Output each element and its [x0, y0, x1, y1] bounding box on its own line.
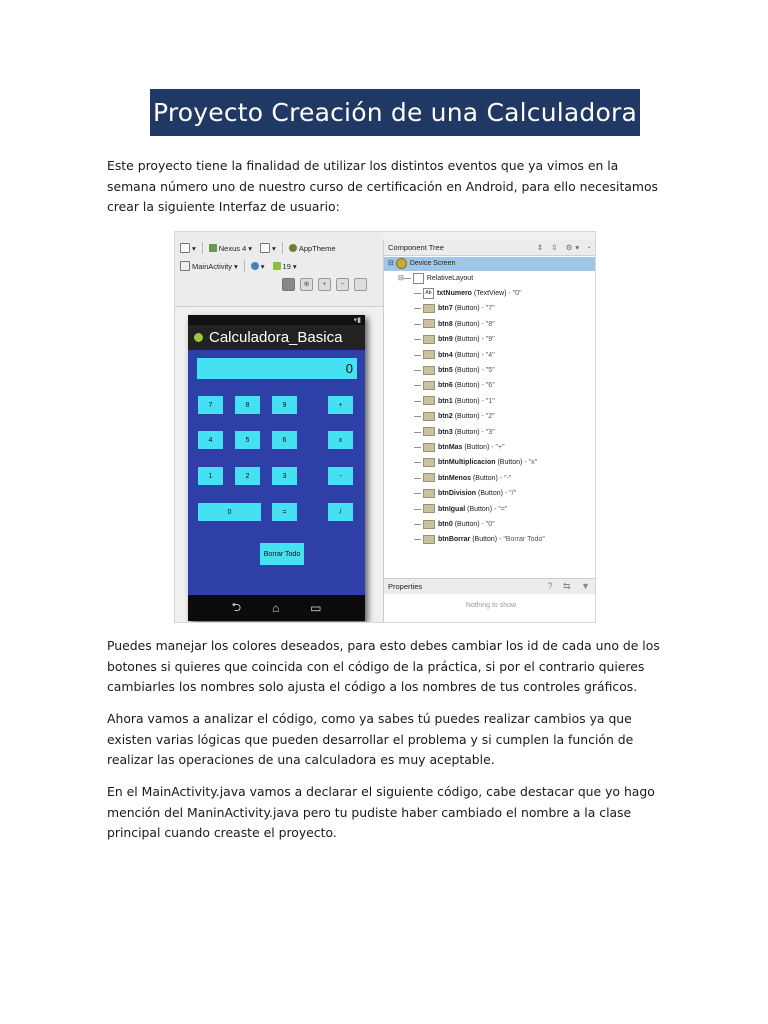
- phone-preview: [188, 315, 365, 621]
- component-id: btn2: [437, 413, 453, 421]
- button-icon: [423, 412, 435, 421]
- tree-row-component[interactable]: — btnMenos (Button) - "-": [414, 474, 512, 482]
- calc-key-button[interactable]: 9: [272, 396, 297, 414]
- calc-key-button[interactable]: /: [328, 503, 353, 521]
- calc-key-button[interactable]: 6: [272, 431, 297, 449]
- component-id: btnMultiplicacion: [437, 459, 496, 467]
- component-tree-panel: [383, 240, 596, 578]
- app-title: Calculadora_Basica: [209, 329, 343, 346]
- component-value: - "5": [481, 367, 495, 374]
- component-value: - "1": [481, 397, 495, 405]
- component-id: btn1: [437, 397, 453, 405]
- zoom-out-icon[interactable]: −: [336, 278, 349, 291]
- component-id: btnIgual: [437, 505, 466, 513]
- component-tree-title: Component Tree: [388, 243, 444, 252]
- zoom-fit-icon[interactable]: [282, 278, 295, 291]
- tree-row-component[interactable]: — btnDivision (Button) - "/": [414, 490, 517, 498]
- android-icon: [273, 262, 281, 270]
- device-label: Nexus 4: [218, 243, 247, 253]
- calc-key-button[interactable]: 8: [235, 396, 260, 414]
- calc-key-button[interactable]: 7: [198, 396, 223, 414]
- component-value: - "+": [491, 444, 505, 451]
- properties-tools-icons[interactable]: ? ⇆ ▼: [547, 581, 594, 591]
- orientation-selector[interactable]: ▾: [258, 243, 278, 253]
- tree-row-component[interactable]: — btn9 (Button) - "9": [414, 336, 495, 344]
- button-icon: [423, 520, 435, 529]
- properties-header: [384, 579, 596, 594]
- globe-icon: [251, 262, 259, 270]
- zoom-actual-icon[interactable]: ⊕: [300, 278, 313, 291]
- calc-key-button[interactable]: 0: [198, 503, 261, 521]
- theme-label: AppTheme: [298, 243, 336, 253]
- colors-paragraph: Puedes manejar los colores deseados, para esto debes cambiar los id de cada uno de los botones si quieres que coincida con el código de la práctica, si por el contrario quieres cambiarles los nombres solo ajusta el código a los nombres de tus controles gráficos.: [107, 638, 660, 694]
- button-icon: [423, 443, 435, 452]
- tree-row-component[interactable]: — Ab txtNumero (TextView) - "0": [414, 289, 522, 297]
- separator: [202, 242, 203, 254]
- component-id: btnMenos: [437, 474, 472, 482]
- component-id: btn6: [437, 382, 453, 390]
- component-value: - "7": [481, 305, 495, 313]
- button-icon: [423, 304, 435, 313]
- component-type: (Button): [454, 351, 480, 359]
- component-value: - "8": [481, 320, 495, 328]
- tree-row-component[interactable]: — btn8 (Button) - "8": [414, 320, 495, 328]
- component-value: - "9": [481, 336, 495, 344]
- properties-panel: [383, 578, 596, 623]
- calculator-screen: [188, 350, 365, 595]
- button-icon: [423, 396, 435, 405]
- button-icon: [423, 350, 435, 359]
- component-type: (Button): [454, 382, 480, 390]
- calc-key-button[interactable]: 5: [235, 431, 260, 449]
- android-studio-screenshot: [174, 231, 596, 623]
- component-type: (Button): [454, 305, 480, 313]
- component-id: btn4: [437, 351, 453, 359]
- component-type: (Button): [464, 444, 490, 451]
- properties-empty-text: Nothing to show: [465, 602, 517, 609]
- component-value: - "6": [481, 382, 495, 390]
- calculator-display: 0: [197, 358, 357, 379]
- tree-row-component[interactable]: — btnIgual (Button) - "=": [414, 505, 508, 513]
- calc-key-button[interactable]: +: [328, 396, 353, 414]
- status-bar: [188, 315, 365, 325]
- component-type: (Button): [454, 413, 480, 421]
- component-id: btnBorrar: [437, 536, 471, 544]
- tree-row-component[interactable]: — btn7 (Button) - "7": [414, 305, 495, 313]
- calc-key-button[interactable]: x: [328, 431, 353, 449]
- component-value: - "4": [481, 351, 495, 359]
- component-type: (Button): [472, 536, 498, 544]
- calc-key-button[interactable]: 4: [198, 431, 223, 449]
- component-value: - "0": [481, 521, 495, 528]
- calc-key-button[interactable]: -: [328, 467, 353, 485]
- component-value: - "x": [524, 459, 538, 467]
- component-id: btn7: [437, 305, 453, 313]
- tree-tools-icons[interactable]: ⇕ ⇳ ⚙▾ ⁃: [536, 243, 594, 252]
- activity-selector[interactable]: MainActivity ▾: [178, 261, 240, 271]
- component-id: txtNumero: [436, 290, 472, 297]
- tree-row-component[interactable]: — btn4 (Button) - "4": [414, 351, 495, 359]
- button-icon: [423, 504, 435, 513]
- app-bar: [188, 325, 365, 350]
- device-screen-icon: [396, 258, 407, 269]
- activity-icon: [180, 261, 190, 271]
- component-value: - "3": [481, 428, 495, 436]
- separator: [282, 242, 283, 254]
- component-value: - "/": [504, 490, 517, 498]
- api-selector[interactable]: 19 ▾: [271, 262, 299, 271]
- tree-row-component[interactable]: — btnMultiplicacion (Button) - "x": [414, 459, 538, 467]
- tree-row-component[interactable]: — btn1 (Button) - "1": [414, 397, 495, 405]
- navigation-bar: [188, 595, 365, 621]
- separator: [244, 260, 245, 272]
- device-icon: [209, 244, 217, 252]
- orientation-icon: [260, 243, 270, 253]
- back-icon[interactable]: ⮌: [231, 599, 242, 614]
- api-label: 19: [282, 261, 291, 271]
- recents-icon[interactable]: ▭: [310, 601, 322, 615]
- tree-row-component[interactable]: — btn3 (Button) - "3": [414, 428, 495, 436]
- intro-paragraph: Este proyecto tiene la finalidad de utilizar los distintos eventos que ya vimos en la semana número uno de nuestro curso de certificación en Android, para ello necesitamos crear la siguiente Interfaz de usuario:: [107, 158, 659, 214]
- component-type: (Button): [454, 428, 480, 436]
- component-type: (Button): [454, 320, 480, 328]
- button-icon: [423, 535, 435, 544]
- component-type: (Button): [472, 474, 498, 482]
- component-type: (TextView): [473, 290, 507, 297]
- button-icon: [423, 473, 435, 482]
- component-id: btn8: [437, 320, 453, 328]
- component-value: - "2": [481, 413, 495, 421]
- textview-icon: Ab: [423, 288, 434, 299]
- properties-title: Properties: [388, 582, 423, 591]
- tree-root-label: Device Screen: [409, 260, 456, 267]
- tree-row-component[interactable]: — btnMas (Button) - "+": [414, 444, 505, 451]
- component-type: (Button): [454, 397, 480, 405]
- zoom-controls: [282, 278, 367, 291]
- locale-selector[interactable]: ▾: [249, 262, 267, 271]
- device-selector[interactable]: Nexus 4 ▾: [207, 244, 254, 253]
- screenshot-icon[interactable]: [354, 278, 367, 291]
- tree-row-component[interactable]: — btn0 (Button) - "0": [414, 521, 495, 528]
- activity-label: MainActivity: [192, 261, 233, 271]
- component-id: btn3: [437, 428, 453, 436]
- button-icon: [423, 458, 435, 467]
- calc-key-button[interactable]: 2: [235, 467, 260, 485]
- calc-key-button[interactable]: 3: [272, 467, 297, 485]
- tree-row-component[interactable]: — btn6 (Button) - "6": [414, 382, 495, 390]
- designer-toolbar: [175, 232, 383, 307]
- calc-key-button[interactable]: =: [272, 503, 297, 521]
- signal-icon: ▾▮: [353, 317, 361, 324]
- theme-icon: [289, 244, 297, 252]
- tree-row-relative-layout[interactable]: ⊟— RelativeLayout: [384, 272, 596, 286]
- tree-row-component[interactable]: — btn2 (Button) - "2": [414, 413, 495, 421]
- component-value: - "=": [493, 505, 508, 513]
- component-id: btn5: [437, 367, 453, 374]
- component-value: - "-": [499, 474, 512, 482]
- button-icon: [423, 381, 435, 390]
- zoom-in-icon[interactable]: +: [318, 278, 331, 291]
- code-analysis-paragraph: Ahora vamos a analizar el código, como ya sabes tú puedes realizar cambios ya que existen varias lógicas que pueden desarrollar el problema y si cumplen la función de realizar las operaciones de una calculadora es muy aceptable.: [107, 711, 634, 767]
- layout-icon: [413, 273, 424, 284]
- component-id: btn9: [437, 336, 453, 344]
- component-type: (Button): [497, 459, 523, 467]
- new-file-icon[interactable]: ▾: [178, 243, 198, 253]
- button-icon: [423, 489, 435, 498]
- component-tree-header: [384, 240, 596, 256]
- component-id: btn0: [437, 521, 453, 528]
- android-logo-icon: [194, 333, 203, 342]
- component-type: (Button): [454, 367, 480, 374]
- page-title: Proyecto Creación de una Calculadora: [150, 89, 640, 136]
- button-icon: [423, 319, 435, 328]
- component-id: btnDivision: [437, 490, 477, 498]
- tree-row-device-screen[interactable]: ⊟ Device Screen: [384, 257, 596, 271]
- button-icon: [423, 427, 435, 436]
- home-icon[interactable]: ⌂: [272, 601, 280, 615]
- component-type: (Button): [454, 521, 480, 528]
- theme-selector[interactable]: [287, 244, 338, 253]
- component-type: (Button): [467, 505, 493, 513]
- button-icon: [423, 335, 435, 344]
- component-id: btnMas: [437, 444, 463, 451]
- mainactivity-paragraph: En el MainActivity.java vamos a declarar el siguiente código, cabe destacar que yo hago mención del ManinActivity.java pero tu pudiste haber cambiado el nombre a la clase principal cuando creaste el proyecto.: [107, 784, 655, 840]
- component-type: (Button): [478, 490, 503, 498]
- component-value: - "Borrar Todo": [499, 536, 545, 544]
- clear-all-button[interactable]: Borrar Todo: [260, 543, 304, 565]
- component-value: - "0": [508, 290, 522, 297]
- tree-row-component[interactable]: — btnBorrar (Button) - "Borrar Todo": [414, 536, 545, 544]
- button-icon: [423, 366, 435, 375]
- tree-layout-label: RelativeLayout: [426, 275, 474, 282]
- component-type: (Button): [454, 336, 480, 344]
- tree-row-component[interactable]: — btn5 (Button) - "5": [414, 367, 495, 374]
- calc-key-button[interactable]: 1: [198, 467, 223, 485]
